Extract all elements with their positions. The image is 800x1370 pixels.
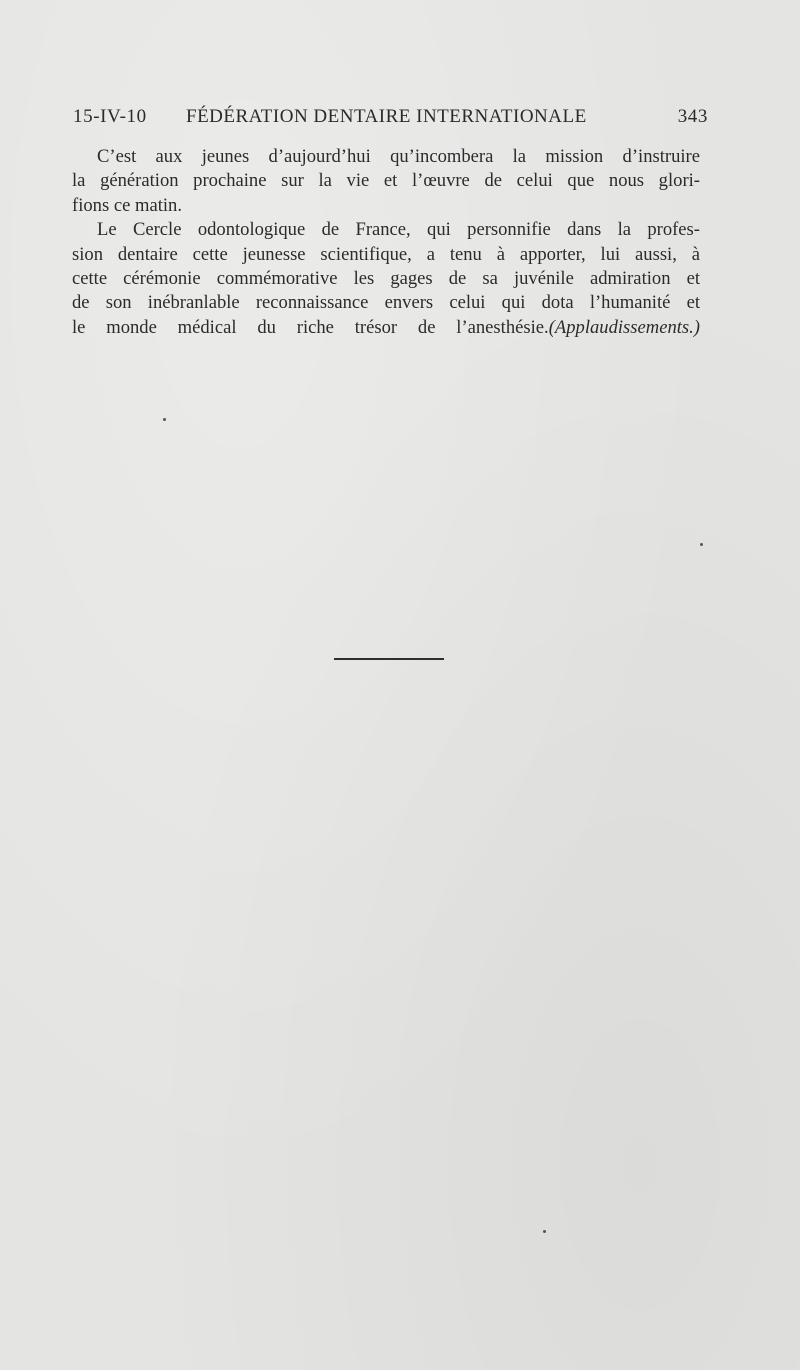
text-line: la génération prochaine sur la vie et l’œuvre de celui que nous glori- (72, 170, 700, 192)
body-text (72, 145, 700, 340)
text-line: sion dentaire cette jeunesse scientifique, a tenu à apporter, lui aussi, à (72, 243, 700, 265)
paper-speck (700, 543, 703, 546)
paragraph-1 (72, 145, 700, 218)
text-line: de son inébranlable reconnaissance envers celui qui dota l’humanité et (72, 292, 700, 314)
paper-speck (163, 418, 166, 421)
paper-speck (543, 1230, 546, 1233)
section-divider-rule (334, 658, 444, 660)
paragraph-2 (72, 218, 700, 340)
text-line-content: le monde médical du riche trésor de l’anesthésie. (72, 316, 549, 338)
text-line (72, 316, 700, 340)
header-date: 15-IV-10 (73, 106, 147, 127)
text-line: Le Cercle odontologique de France, qui personnifie dans la profes- (97, 219, 700, 241)
text-line: cette cérémonie commémorative les gages de sa juvénile admiration et (72, 267, 700, 289)
running-header (73, 106, 708, 134)
header-title: FÉDÉRATION DENTAIRE INTERNATIONALE (186, 106, 587, 127)
text-line: fions ce matin. (72, 194, 182, 216)
page-number: 343 (677, 106, 708, 127)
text-line: C’est aux jeunes d’aujourd’hui qu’incombera la mission d’instruire (97, 146, 700, 167)
applause-note: (Applaudissements.) (548, 316, 700, 338)
